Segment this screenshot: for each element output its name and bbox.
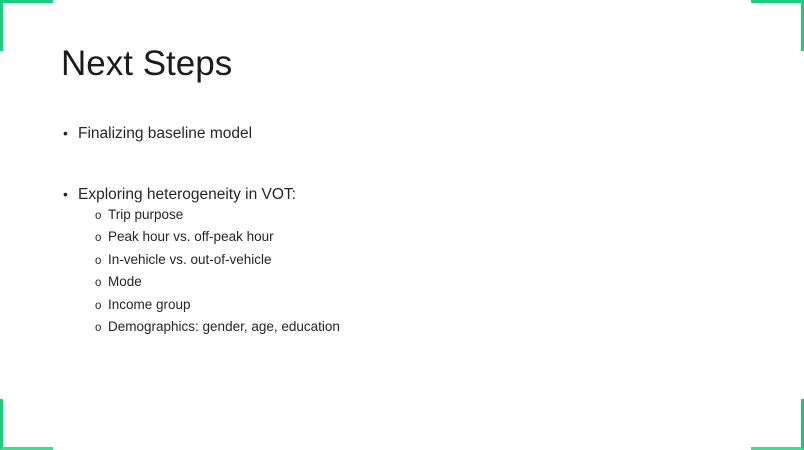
sub-bullet-list xyxy=(95,207,340,341)
bullet-marker-icon: • xyxy=(63,125,68,141)
slide-title: Next Steps xyxy=(61,44,233,83)
sub-bullet-trip-purpose xyxy=(95,207,340,229)
bullet-text: Finalizing baseline model xyxy=(78,125,253,142)
capture-corner-bottom-right-icon xyxy=(751,399,804,450)
capture-corner-bottom-left-icon xyxy=(0,399,53,450)
sub-bullet-text: Trip purpose xyxy=(108,207,184,222)
capture-corner-top-left-icon xyxy=(0,0,53,51)
bullet-text: Exploring heterogeneity in VOT: xyxy=(78,186,296,203)
sub-bullet-marker-icon: o xyxy=(95,321,102,334)
sub-bullet-peak-hour xyxy=(95,229,340,251)
sub-bullet-demographics xyxy=(95,319,340,341)
sub-bullet-marker-icon: o xyxy=(95,210,102,222)
sub-bullet-text: Demographics: gender, age, education xyxy=(108,318,340,334)
sub-bullet-income-group xyxy=(95,297,340,319)
sub-bullet-text: Income group xyxy=(108,296,191,312)
sub-bullet-marker-icon: o xyxy=(95,232,102,245)
sub-bullet-text: In-vehicle vs. out-of-vehicle xyxy=(108,251,272,267)
sub-bullet-marker-icon: o xyxy=(95,277,102,290)
bullet-marker-icon: • xyxy=(63,186,68,202)
sub-bullet-text: Mode xyxy=(108,274,142,290)
sub-bullet-mode xyxy=(95,274,340,296)
bullet-item-heterogeneity xyxy=(63,185,296,204)
bullet-item-finalizing xyxy=(63,124,252,143)
sub-bullet-text: Peak hour vs. off-peak hour xyxy=(108,229,274,245)
capture-corner-top-right-icon xyxy=(751,0,804,51)
sub-bullet-in-vehicle xyxy=(95,252,340,274)
sub-bullet-marker-icon: o xyxy=(95,299,102,312)
sub-bullet-marker-icon: o xyxy=(95,254,102,267)
